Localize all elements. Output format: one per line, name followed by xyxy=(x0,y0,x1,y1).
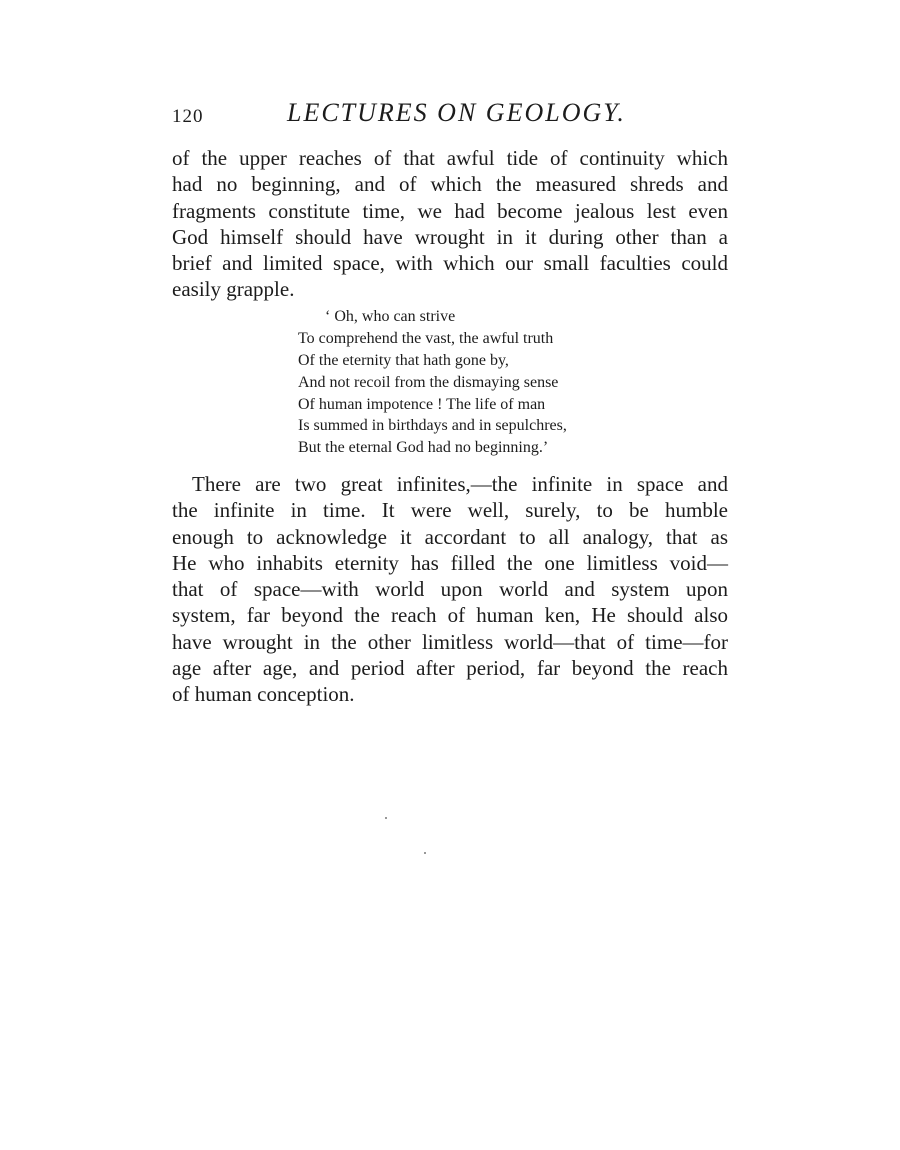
text-line: easily grapple. xyxy=(172,277,295,302)
paragraph-infinites xyxy=(172,471,728,708)
text-line: system, far beyond the reach of human ken, He should also xyxy=(172,603,728,628)
print-speck xyxy=(424,852,426,854)
text-line: of human conception. xyxy=(172,682,355,707)
verse-line: Of the eternity that hath gone by, xyxy=(298,351,509,369)
verse-line: Is summed in birthdays and in sepulchres, xyxy=(298,417,567,435)
text-line: enough to acknowledge it accordant to all analogy, that as xyxy=(172,524,728,549)
text-line: age after age, and period after period, far beyond the reach xyxy=(172,656,728,681)
text-line: of the upper reaches of that awful tide of continuity which xyxy=(172,146,728,170)
text-line: He who inhabits eternity has filled the one limitless void— xyxy=(172,550,728,575)
text-line: God himself should have wrought in it during other than a xyxy=(172,224,728,249)
running-head xyxy=(172,98,728,132)
text-line: fragments constitute time, we had become jealous lest even xyxy=(172,198,728,223)
paragraph-continuation xyxy=(172,145,728,303)
page-number: 120 xyxy=(172,106,204,127)
verse-line: But the eternal God had no beginning.’ xyxy=(298,439,549,457)
running-title: LECTURES ON GEOLOGY. xyxy=(287,98,626,127)
text-line: that of space—with world upon world and system upon xyxy=(172,577,728,602)
text-line: had no beginning, and of which the measured shreds and xyxy=(172,172,728,197)
text-line: have wrought in the other limitless world—that of time—for xyxy=(172,629,728,654)
verse-quotation xyxy=(298,306,638,459)
text-line: the infinite in time. It were well, surely, to be humble xyxy=(172,498,728,523)
verse-line: ‘ Oh, who can strive xyxy=(325,308,456,325)
verse-line: To comprehend the vast, the awful truth xyxy=(298,329,554,347)
text-line: brief and limited space, with which our small faculties could xyxy=(172,251,728,276)
print-speck xyxy=(385,817,387,819)
text-line: There are two great infinites,—the infinite in space and xyxy=(192,472,728,496)
verse-line: And not recoil from the dismaying sense xyxy=(298,373,559,391)
verse-line: Of human impotence ! The life of man xyxy=(298,395,546,413)
